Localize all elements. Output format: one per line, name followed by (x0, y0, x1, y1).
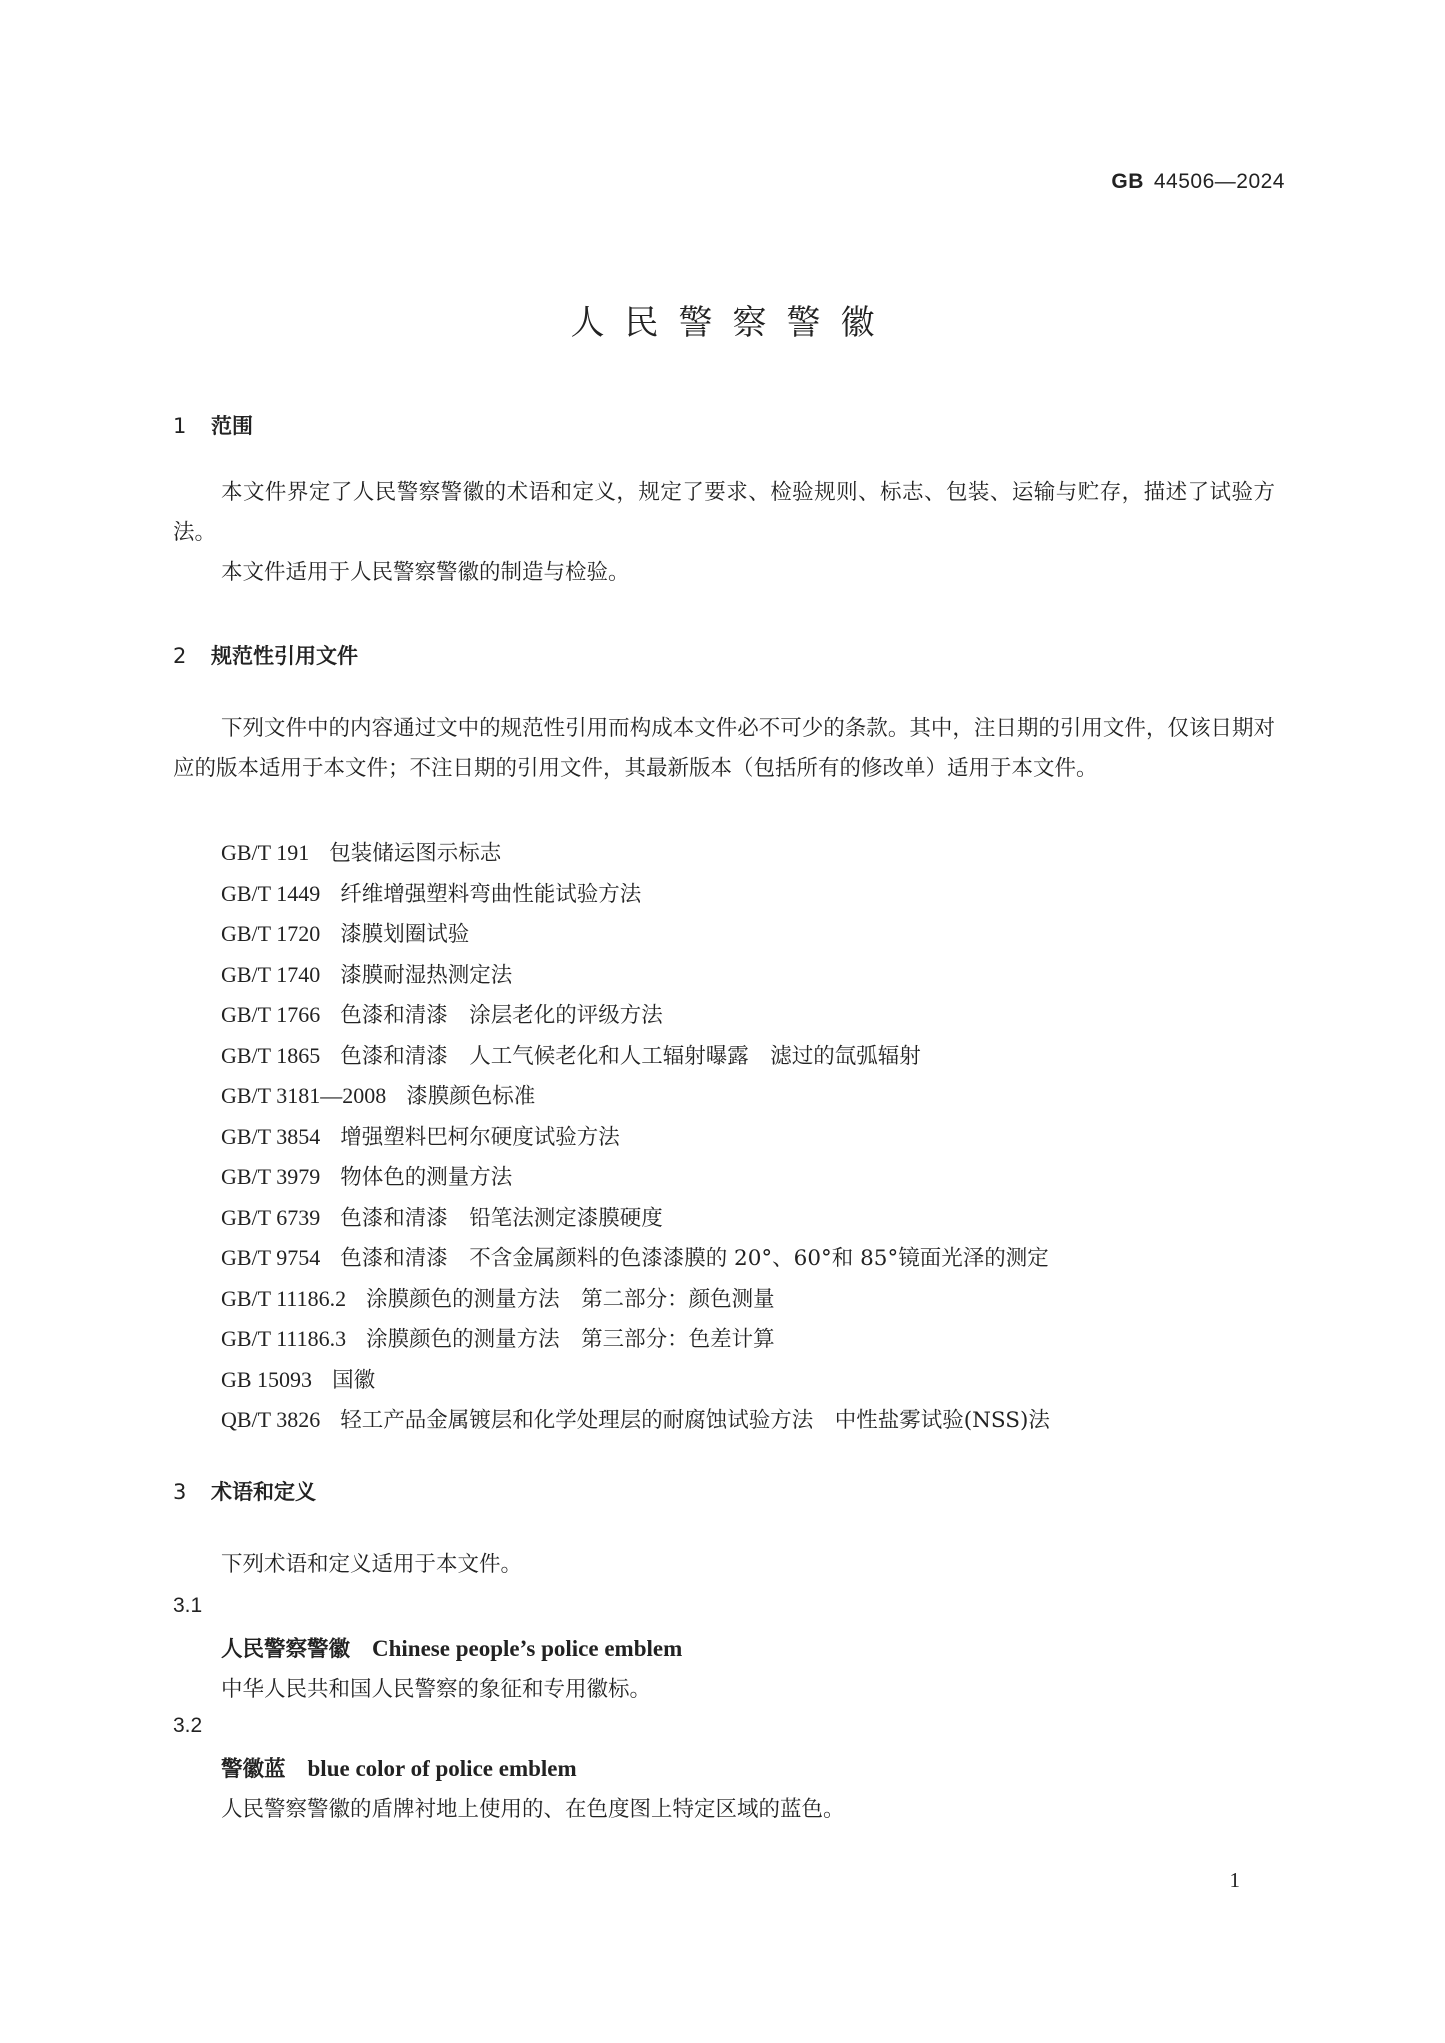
list-item: GB/T 9754 色漆和清漆 不含金属颜料的色漆漆膜的 20°、60°和 85°镜面光泽的测定 (221, 1245, 1049, 1271)
list-item: GB/T 11186.3 涂膜颜色的测量方法 第三部分：色差计算 (221, 1326, 775, 1352)
list-item: GB/T 1740 漆膜耐湿热测定法 (221, 961, 513, 988)
list-item: GB/T 1865 色漆和清漆 人工气候老化和人工辐射曝露 滤过的氙弧辐射 (221, 1042, 921, 1069)
list-item: GB/T 3181—2008 漆膜颜色标准 (221, 1083, 536, 1109)
list-item: GB/T 3979 物体色的测量方法 (221, 1164, 513, 1190)
page-number: 1 (1229, 1868, 1240, 1892)
list-item: QB/T 3826 轻工产品金属镀层和化学处理层的耐腐蚀试验方法 中性盐雾试验(NSS)法 (221, 1407, 1050, 1433)
standard-code: GB 44506—2024 (1111, 170, 1285, 193)
list-item: GB/T 6739 色漆和清漆 铅笔法测定漆膜硬度 (221, 1204, 663, 1231)
clause-number: 3.2 (173, 1714, 203, 1737)
terms-intro: 下列术语和定义适用于本文件。 (221, 1552, 523, 1577)
section-2-heading: 2 规范性引用文件 (173, 644, 358, 668)
scope-paragraph-2: 本文件适用于人民警察警徽的制造与检验。 (221, 560, 630, 585)
clause-number: 3.1 (173, 1594, 203, 1617)
list-item: GB/T 3854 增强塑料巴柯尔硬度试验方法 (221, 1123, 620, 1150)
list-item: GB/T 1720 漆膜划圈试验 (221, 921, 470, 947)
term-definition: 中华人民共和国人民警察的象征和专用徽标。 (221, 1677, 652, 1702)
term-chinese: 人民警察警徽 (221, 1637, 351, 1662)
term-chinese: 警徽蓝 (221, 1757, 286, 1782)
section-1-heading: 1 范围 (173, 414, 253, 438)
list-item: GB/T 1766 色漆和清漆 涂层老化的评级方法 (221, 1002, 663, 1028)
section-3-heading: 3 术语和定义 (173, 1480, 316, 1504)
reference-list (221, 833, 1050, 1441)
list-item: GB/T 11186.2 涂膜颜色的测量方法 第二部分：颜色测量 (221, 1285, 775, 1312)
list-item: GB/T 1449 纤维增强塑料弯曲性能试验方法 (221, 880, 642, 907)
term-english: blue color of police emblem (307, 1756, 577, 1781)
list-item: GB/T 191 包装储运图示标志 (221, 840, 502, 866)
term-english: Chinese people’s police emblem (372, 1636, 683, 1661)
document-title: 人民警察警徽 (570, 303, 895, 343)
normative-references-intro: 下列文件中的内容通过文中的规范性引用而构成本文件必不可少的条款。其中，注日期的引用文件，仅该日期对应的版本适用于本文件；不注日期的引用文件，其最新版本（包括所有的修改单）适用于本文件。 (173, 716, 1275, 781)
term-entry (221, 1632, 682, 1663)
term-definition: 人民警察警徽的盾牌衬地上使用的、在色度图上特定区域的蓝色。 (221, 1797, 845, 1822)
list-item: GB 15093 国徽 (221, 1366, 376, 1393)
term-entry (221, 1752, 577, 1783)
scope-paragraph-1: 本文件界定了人民警察警徽的术语和定义，规定了要求、检验规则、标志、包装、运输与贮存，描述了试验方法。 (173, 480, 1275, 545)
